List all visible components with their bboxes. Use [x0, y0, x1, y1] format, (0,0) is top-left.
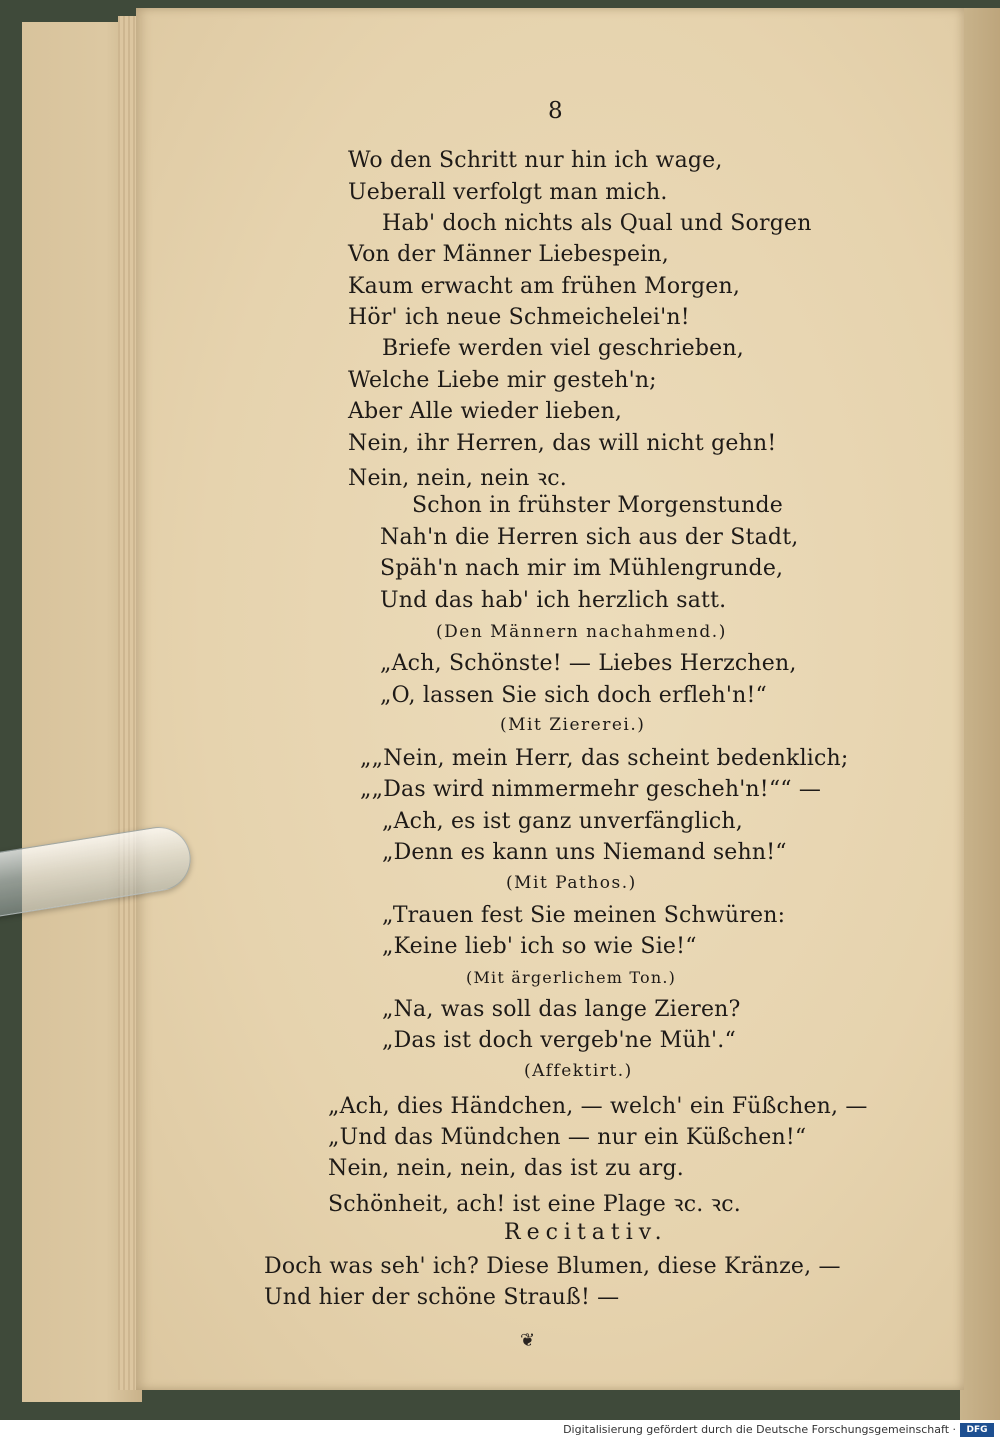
book-clip — [0, 820, 200, 945]
verse-line: Wo den Schritt nur hin ich wage, — [348, 148, 723, 173]
verse-line: „Denn es kann uns Niemand sehn!“ — [382, 840, 787, 865]
fleuron-ornament-icon: ❦ — [520, 1330, 536, 1351]
verse-line: „Ach, Schönste! — Liebes Herzchen, — [380, 651, 797, 676]
verse-line: „Trauen fest Sie meinen Schwüren: — [382, 903, 786, 928]
verse-line: Nein, nein, nein ꝛc. — [348, 466, 567, 491]
verse-line: „Und das Mündchen — nur ein Küßchen!“ — [328, 1125, 807, 1150]
verse-line: „„Das wird nimmermehr gescheh'n!““ — — [360, 777, 822, 802]
verse-line: Hör' ich neue Schmeichelei'n! — [348, 305, 690, 330]
verse-line: Und das hab' ich herzlich satt. — [380, 588, 727, 613]
stage-direction: (Mit Pathos.) — [506, 873, 637, 893]
verse-line: Und hier der schöne Strauß! — — [264, 1285, 620, 1310]
dfg-logo: DFG — [960, 1423, 994, 1437]
stage-direction: (Affektirt.) — [524, 1061, 633, 1081]
verse-line: Schönheit, ach! ist eine Plage ꝛc. ꝛc. — [328, 1192, 741, 1217]
verse-line: Ueberall verfolgt man mich. — [348, 180, 668, 205]
verse-line: Schon in frühster Morgenstunde — [412, 493, 783, 518]
funding-credit: Digitalisierung gefördert durch die Deutsche Forschungsgemeinschaft · — [563, 1423, 956, 1436]
verse-line: „O, lassen Sie sich doch erfleh'n!“ — [380, 683, 767, 708]
verse-line: „Ach, es ist ganz unverfänglich, — [382, 809, 743, 834]
section-heading: Recitativ. — [504, 1220, 668, 1245]
verse-line: „Na, was soll das lange Zieren? — [382, 997, 741, 1022]
stage-direction: (Mit Ziererei.) — [500, 715, 646, 735]
verse-line: Welche Liebe mir gesteh'n; — [348, 368, 657, 393]
page-number: 8 — [548, 98, 563, 124]
verse-line: Briefe werden viel geschrieben, — [382, 336, 744, 361]
verse-line: Von der Männer Liebespein, — [348, 242, 669, 267]
verse-line: Aber Alle wieder lieben, — [348, 399, 623, 424]
stage-direction: (Den Männern nachahmend.) — [436, 622, 727, 642]
verse-line: „Ach, dies Händchen, — welch' ein Füßchen, — — [328, 1094, 868, 1119]
verse-line: Hab' doch nichts als Qual und Sorgen — [382, 211, 812, 236]
clip-bar — [0, 822, 195, 929]
verse-line: „Das ist doch vergeb'ne Müh'.“ — [382, 1028, 736, 1053]
verse-line: Späh'n nach mir im Mühlengrunde, — [380, 556, 784, 581]
verse-line: „Keine lieb' ich so wie Sie!“ — [382, 934, 697, 959]
stage-direction: (Mit ärgerlichem Ton.) — [466, 968, 677, 987]
footer-bar — [0, 1420, 1000, 1440]
verse-line: Nein, nein, nein, das ist zu arg. — [328, 1156, 684, 1181]
verse-line: Nein, ihr Herren, das will nicht gehn! — [348, 431, 777, 456]
verse-line: Nah'n die Herren sich aus der Stadt, — [380, 525, 799, 550]
verse-line: Kaum erwacht am frühen Morgen, — [348, 274, 741, 299]
verse-line: Doch was seh' ich? Diese Blumen, diese Kränze, — — [264, 1254, 841, 1279]
verse-line: „„Nein, mein Herr, das scheint bedenklich; — [360, 746, 849, 771]
